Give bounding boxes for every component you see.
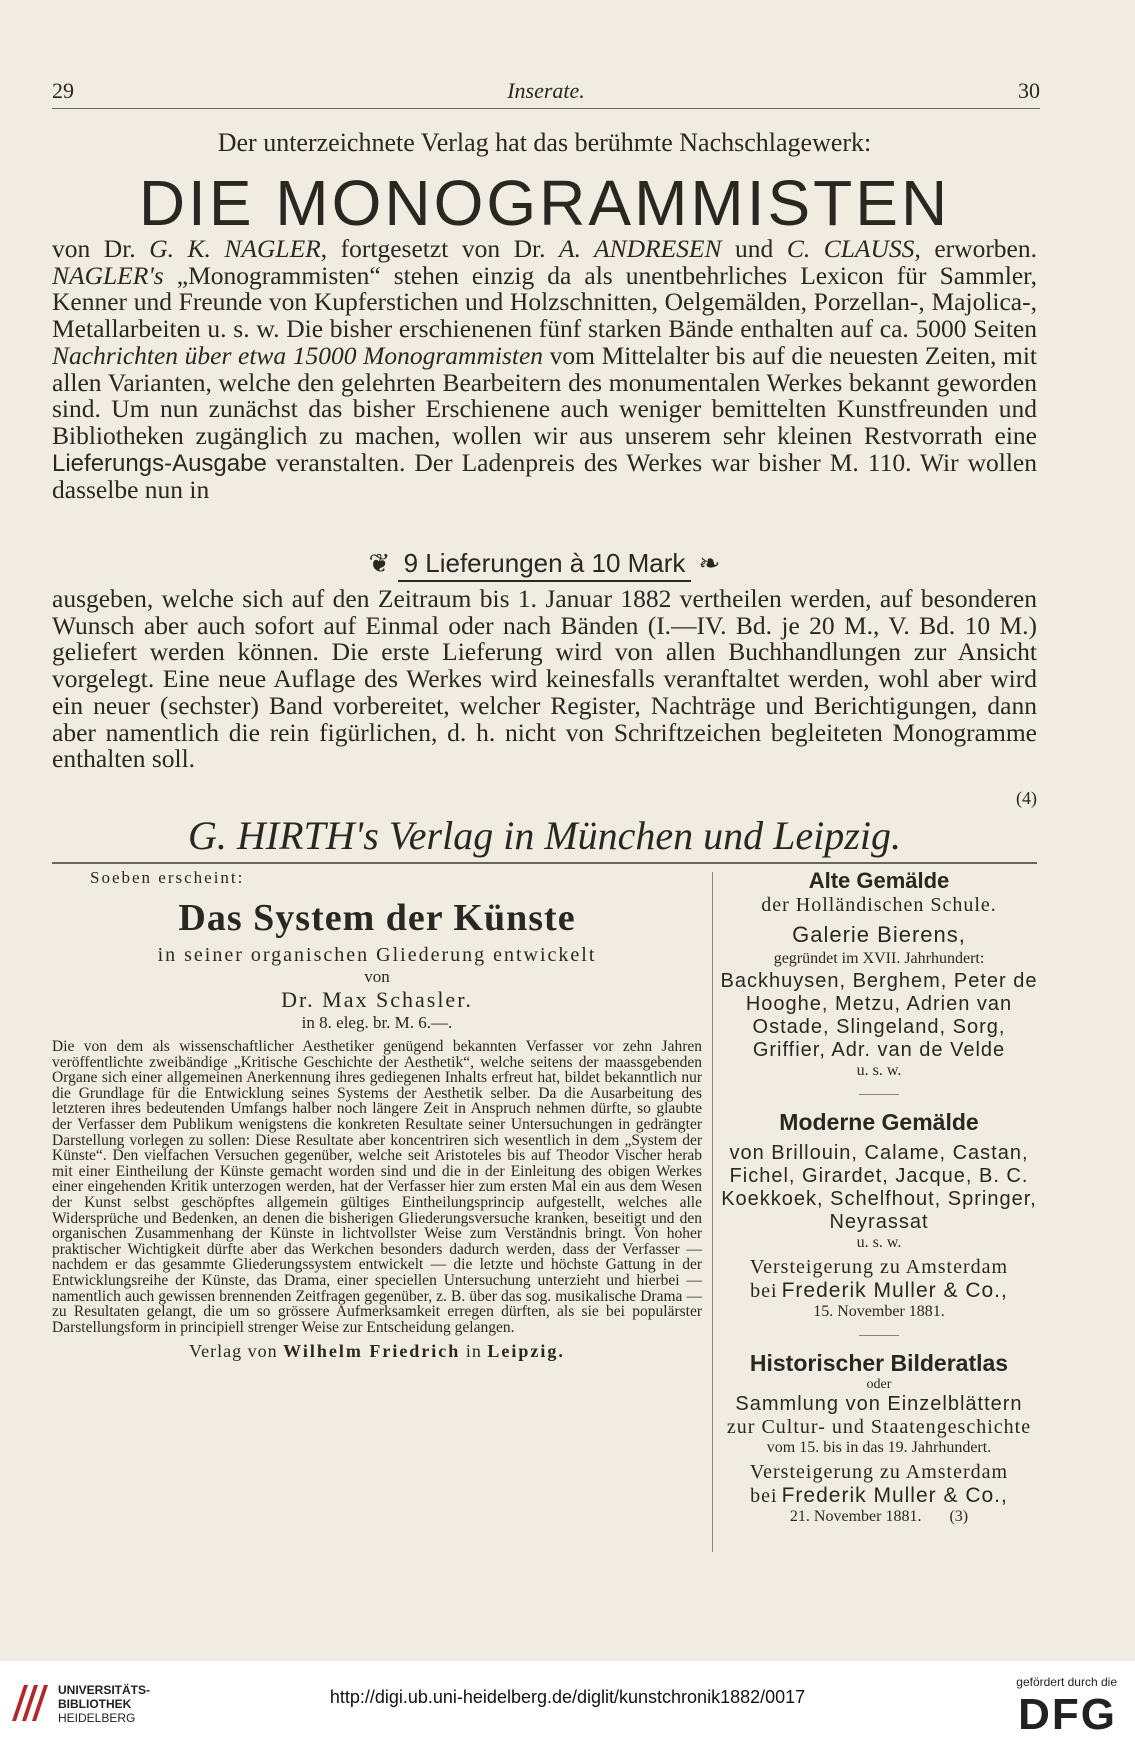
moderne-date: 15. November 1881. <box>813 1303 945 1320</box>
moderne-bei: bei <box>750 1280 778 1302</box>
paragraph-run: , erworben. <box>914 234 1038 263</box>
alte-artists: Backhuysen, Berghem, Peter de Hooghe, Metzu, Adrien van Ostade, Slingeland, Sorg, Griffier, Adr. van de Velde <box>720 970 1038 1061</box>
bilderatlas-auction: Versteigerung zu Amsterdam <box>749 1461 1009 1483</box>
alte-usw: u. s. w. <box>856 1062 902 1079</box>
paragraph-run: NAGLER's <box>52 260 164 290</box>
paragraph-run: von Dr. <box>52 234 150 263</box>
moderne-gemaelde-title: Moderne Gemälde <box>779 1109 979 1135</box>
leaf-ornament-right-icon: ❧ <box>698 548 721 578</box>
bilderatlas-sub3: vom 15. bis in das 19. Jahrhundert. <box>766 1439 992 1456</box>
leaf-ornament-left-icon: ❦ <box>368 548 391 578</box>
bilderatlas-house: Frederik Muller & Co., <box>781 1484 1008 1507</box>
alte-gemaelde-title: Alte Gemälde <box>808 868 950 893</box>
bilderatlas-bei: bei <box>750 1485 778 1507</box>
right-separator-2 <box>859 1335 899 1336</box>
dfg-logo: DFG <box>1018 1690 1117 1739</box>
lieferungen-line <box>52 548 1037 579</box>
paragraph-run: A. ANDRESEN <box>559 234 722 263</box>
paragraph-run: Nachrichten über etwa 15000 Monogrammisten <box>52 340 544 370</box>
school-line: der Holländischen Schule. <box>761 894 997 916</box>
book-publisher-line <box>52 1341 702 1362</box>
bilderatlas-title: Historischer Bilderatlas <box>749 1350 1009 1376</box>
permalink-url[interactable]: http://digi.ub.uni-heidelberg.de/diglit/kunstchronik1882/0017 <box>329 1687 806 1707</box>
galerie-name: Galerie Bierens, <box>792 922 966 947</box>
bilderatlas-sub2: zur Cultur- und Staatengeschichte <box>726 1416 1032 1438</box>
page-header <box>52 68 1040 109</box>
bilderatlas-house-line <box>718 1484 1040 1508</box>
book-price: in 8. eleg. br. M. 6.—. <box>301 1013 453 1032</box>
bilderatlas-date-line <box>718 1508 1040 1526</box>
moderne-auction: Versteigerung zu Amsterdam <box>749 1256 1009 1278</box>
bilderatlas-date: 21. November 1881. <box>789 1508 922 1525</box>
running-title: Inserate. <box>507 78 585 103</box>
book-advert <box>52 868 702 1362</box>
ad-intro: Der unterzeichnete Verlag hat das berühmte Nachschlagewerk: <box>217 128 872 157</box>
moderne-artists: von Brillouin, Calame, Castan, Fichel, Girardet, Jacque, B. C. Koekkoek, Schelfhout, Springer, Neyrassat <box>721 1142 1037 1233</box>
section-divider <box>52 862 1037 864</box>
ad-reference-number: (4) <box>1016 788 1037 808</box>
book-author: Dr. Max Schasler. <box>281 987 473 1012</box>
moderne-house: Frederik Muller & Co., <box>781 1279 1008 1302</box>
moderne-usw: u. s. w. <box>856 1234 902 1251</box>
book-von: von <box>364 967 390 986</box>
page-number-right: 30 <box>1018 78 1040 103</box>
right-separator-1 <box>859 1094 899 1095</box>
library-line-3: HEIDELBERG <box>58 1711 136 1725</box>
library-line-1: UNIVERSITÄTS- <box>58 1683 151 1697</box>
paragraph-run: „Monogrammisten“ stehen einzig da als unentbehrliches Lexicon für Sammler, Kenner und Freunde von Kupferstichen und Holzschnitten, Oelgemälden, Porzellan-, Majolica-, Metallarbeiten u. s. w. Die bisher erschienenen fünf starken Bände enthalten auf ca. 5000 Seiten <box>52 260 1037 344</box>
page-number-left: 29 <box>52 78 74 103</box>
book-description: Die von dem als wissenschaftlicher Aesthetiker genügend bekannten Verfasser vor zehn Jahren veröffentlichte zweibändige „Kritische Geschichte der Aesthetik“, welche seitens der maassgebenden Organe sich einer allgemeinen Anerkennung ihres gediegenen Inhalts erfreut hat, bildet bekanntlich nur die Grundlage für die Entwicklung seines Systems der Aesthetik selber. Da die Ausarbeitung des letzteren ihres bedeutenden Umfangs halber noch längere Zeit in Anspruch nehmen dürfte, so glaubte der Verfasser dem Publikum wenigstens die konkreten Resultate seiner Untersuchungen in gedrängter Darstellung vorlegen zu sollen: Diese Resultate aber koncentriren sich wesentlich in dem „System der Künste“. Den vielfachen Versuchen gegenüber, welche seit Aristoteles bis auf Theodor Vischer herab mit einer Eintheilung der Künste gemacht worden sind und die in der Einleitung des obigen Werkes einer eingehenden Kritik unterzogen werden, hat der Verfasser hier zum ersten Mal ein aus dem Wesen der Kunst selbst geschöpftes allgemein gültiges Eintheilungsprincip aufgestellt, welches alle Widersprüche und Bedenken, an denen die bisherigen Gliederungsversuche kranken, beseitigt und den organischen Zusammenhang der Künste in lichtvollster Weise zum Verständnis bringt. Von hoher praktischer Wichtigkeit dürfte aber das Werkchen besonders dadurch werden, dass der Verfasser — nachdem er das gesammte Gliederungssystem entwickelt — die letzte und höchste Gattung in der Entwicklungsreihe der Künste, das Drama, einer speciellen Untersuchung unterzieht und hierbei — namentlich auch gewissen brennenden Zeitfragen gegenüber, z. B. über das sog. musikalische Drama — zu Resultaten gelangt, die um so grössere Aufmerksamkeit erregen dürften, als sie bei populärster Darstellungsform in principiell strenger Weise zur Entscheidung gelangen. <box>52 1038 702 1336</box>
paragraph-run: G. K. NAGLER <box>149 234 321 263</box>
book-title: Das System der Künste <box>178 897 576 939</box>
publisher-name: Wilhelm Friedrich <box>283 1341 461 1362</box>
moderne-house-line <box>718 1279 1040 1303</box>
paragraph-run: vom Mittelalter bis auf die neuesten Zeiten, mit allen Varianten, welche den gelehrten Bearbeitern des monumentalen Werkes bekannt geworden sind. Um nun zunächst das bisher Erschienene auch weniger bemittelten Kunstfreunden und Bibliotheken zugänglich zu machen, wollen wir aus unserem sehr kleinen Restvorrath eine <box>52 340 1037 450</box>
publisher-in: in <box>465 1341 482 1362</box>
library-line-2: BIBLIOTHEK <box>58 1697 132 1711</box>
publisher-signature: G. HIRTH's Verlag in München und Leipzig. <box>188 813 901 858</box>
publisher-prefix: Verlag von <box>189 1341 278 1362</box>
auction-column <box>718 868 1040 1526</box>
paragraph-run: und <box>721 234 787 263</box>
paragraph-run: C. CLAUSS <box>786 234 915 263</box>
soeben-label: Soeben erscheint: <box>90 868 245 887</box>
ad-paragraph-1 <box>52 236 1037 504</box>
ad-main-title: DIE MONOGRAMMISTEN <box>138 167 951 239</box>
paragraph-run: , fortgesetzt von Dr. <box>320 234 559 263</box>
lieferungen-text: 9 Lieferungen à 10 Mark <box>398 548 692 582</box>
bilderatlas-oder: oder <box>866 1377 892 1392</box>
publisher-city: Leipzig. <box>487 1341 565 1362</box>
bilderatlas-ref: (3) <box>949 1508 969 1525</box>
funded-by-label: gefördert durch die <box>1016 1675 1117 1689</box>
book-subtitle: in seiner organischen Gliederung entwickelt <box>157 944 597 966</box>
paragraph-run: veranstalten. Der Ladenpreis des Werkes war bisher M. 110. Wir wollen dasselbe nun in <box>52 447 1037 505</box>
ad-paragraph-2: ausgeben, welche sich auf den Zeitraum bis 1. Januar 1882 vertheilen werden, auf besonderen Wunsch aber auch sofort auf Einmal oder nach Bänden (I.—IV. Bd. je 20 M., V. Bd. 10 M.) geliefert werden können. Die erste Lieferung wird von allen Buchhandlungen zur Ansicht vorgelegt. Eine neue Auflage des Werkes wird keinesfalls veranftaltet werden, wohl aber wird ein neuer (sechster) Band vorbereitet, welcher Register, Nachträge und Berichtigungen, dann aber namentlich die rein figürlichen, d. h. nicht von Schriftzeichen begleiteten Monogramme enthalten soll. <box>52 584 1037 774</box>
column-divider <box>712 872 713 1552</box>
bilderatlas-sub1: Sammlung von Einzelblättern <box>735 1393 1023 1415</box>
founded-line: gegründet im XVII. Jahrhundert: <box>773 950 985 967</box>
digitization-footer <box>0 1661 1135 1751</box>
paragraph-run: Lieferungs-Ausgabe <box>52 449 267 477</box>
